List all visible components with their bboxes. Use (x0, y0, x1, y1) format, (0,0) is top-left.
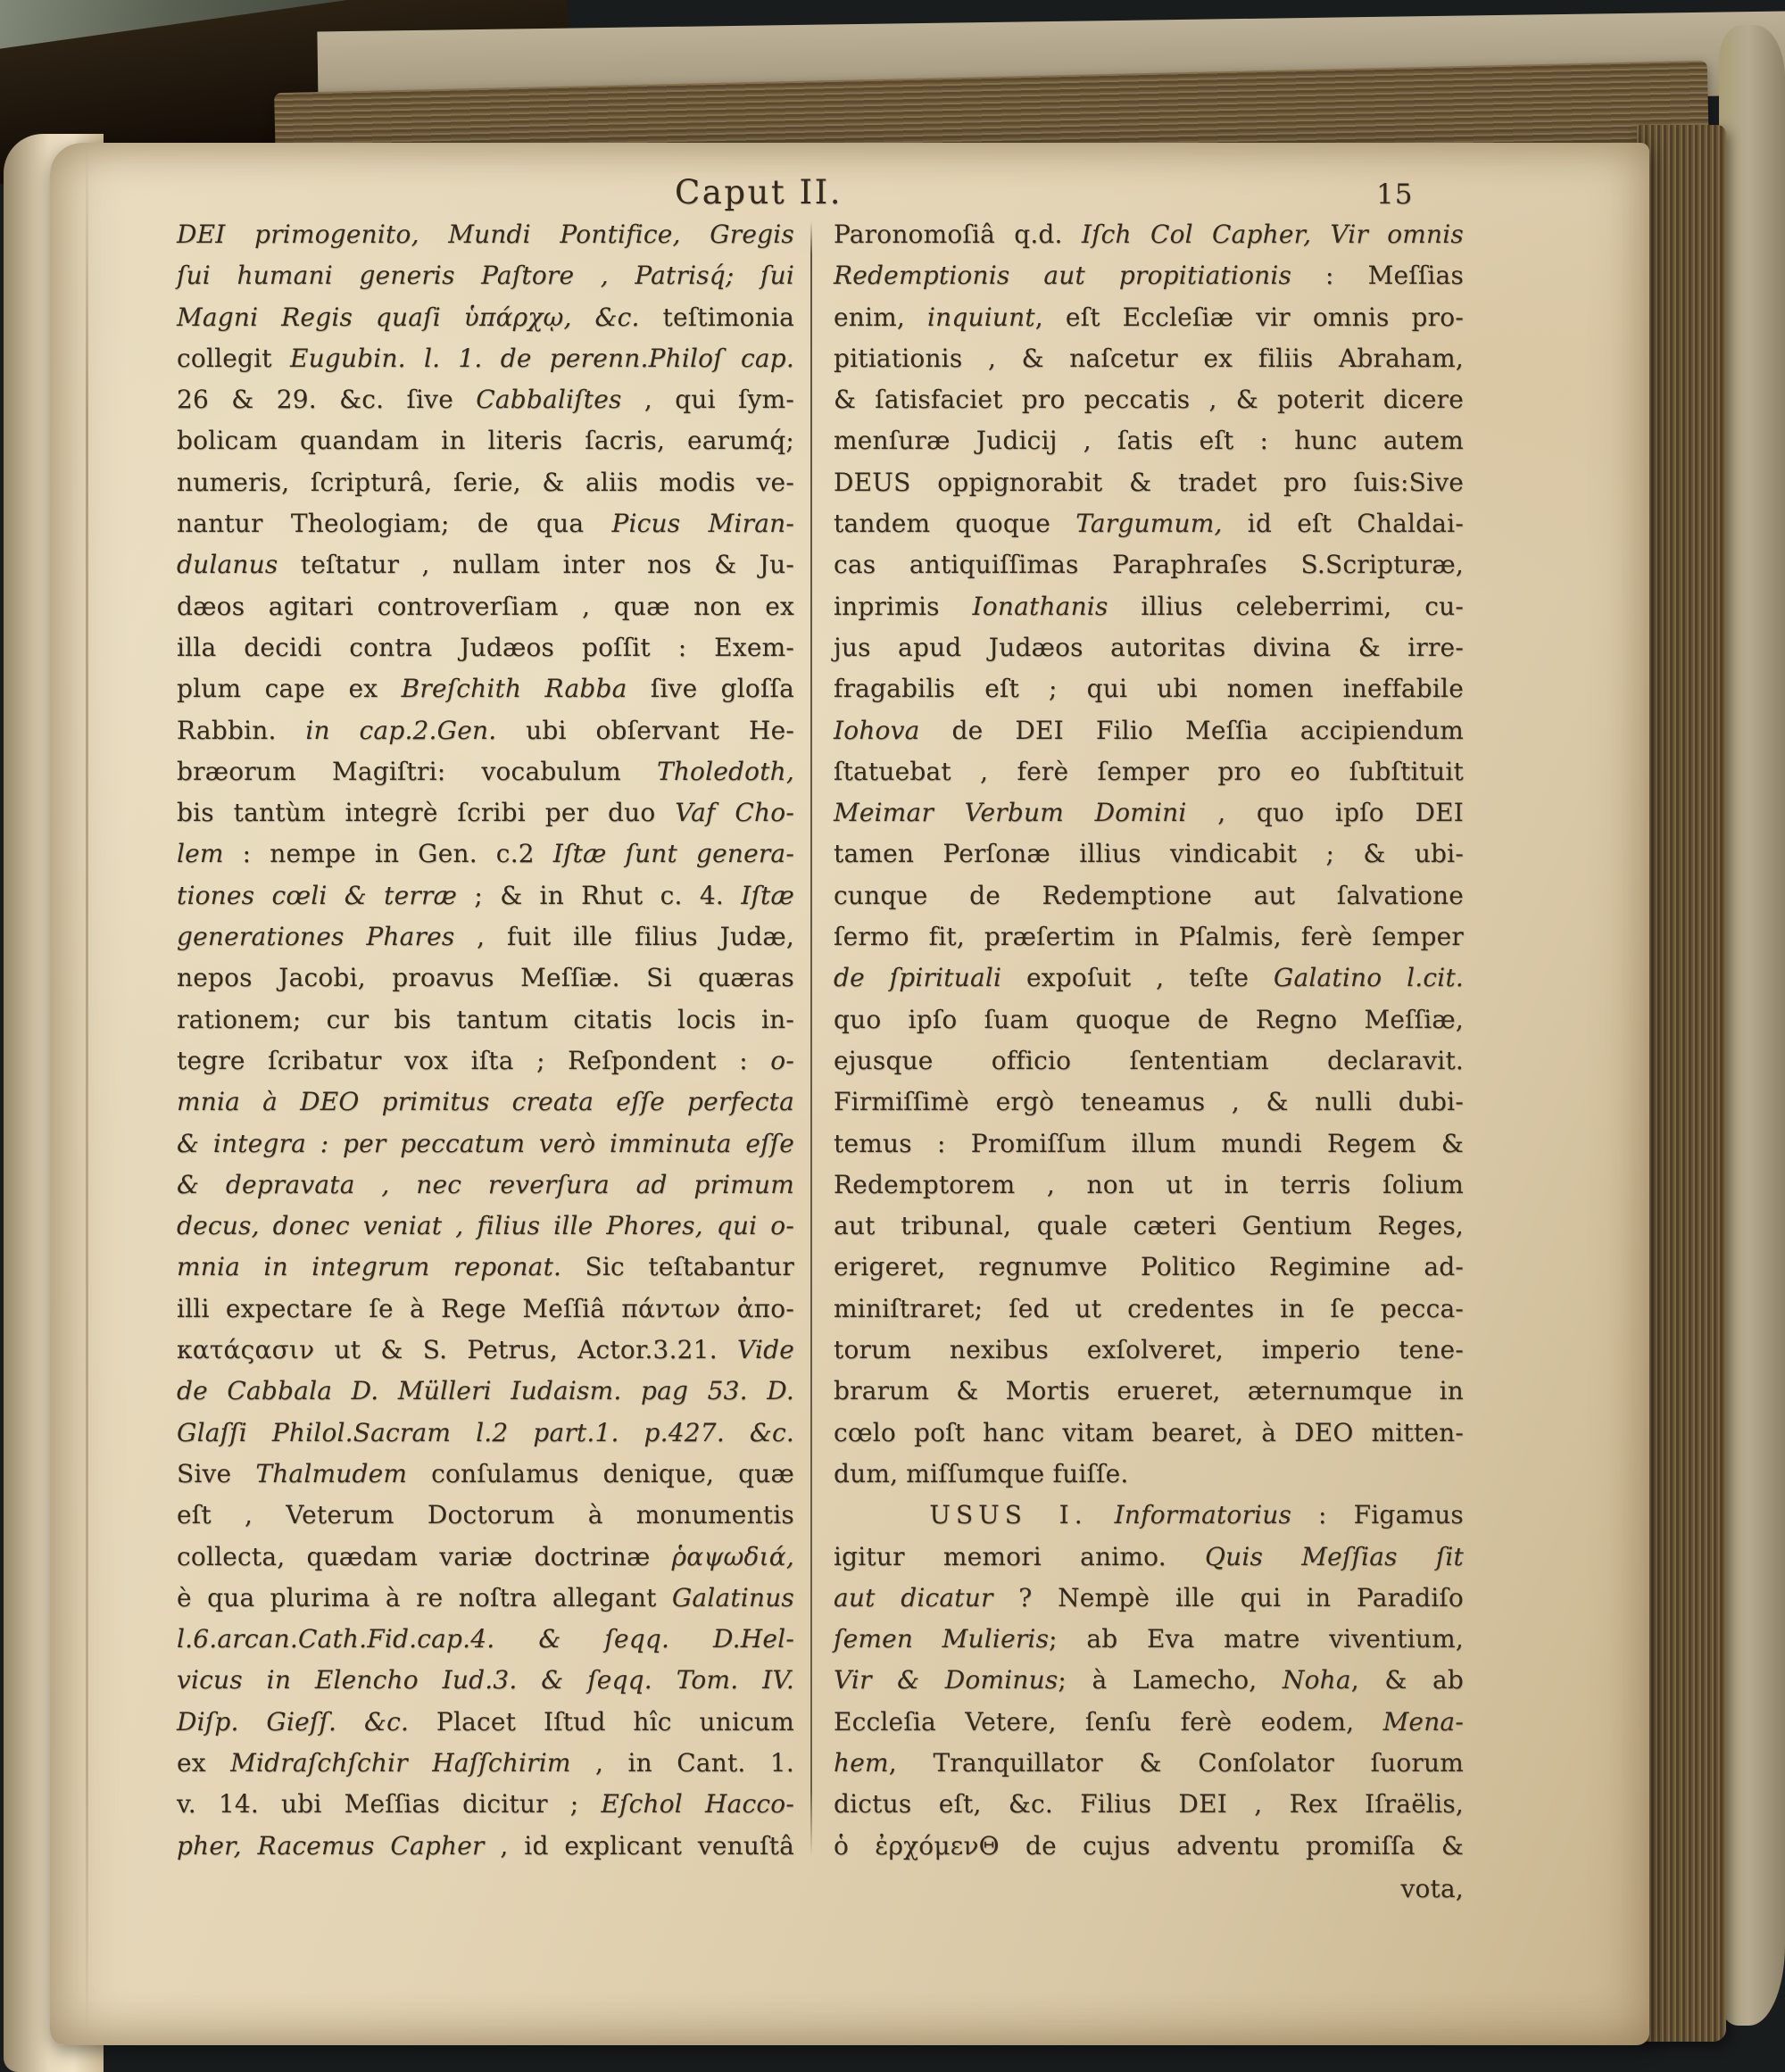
text-segment: ejusque officio ſententiam declaravit. (834, 1045, 1464, 1075)
text-line (177, 957, 794, 999)
text-segment: & integra : per peccatum verò imminuta eſſe (177, 1128, 794, 1158)
text-segment: Eccleſia Vetere, ſenſu ferè eodem, (834, 1706, 1383, 1736)
text-line (177, 999, 794, 1040)
text-segment: Paronomoſiâ q.d. (834, 220, 1082, 249)
text-segment: dum, miſſumque fuiſſe. (834, 1458, 1129, 1488)
text-segment: : nempe in Gen. c.2 (223, 839, 553, 869)
text-segment: ſermo fit, præſertim in Pſalmis, ferè ſemper (834, 922, 1464, 952)
text-line (177, 1619, 794, 1660)
text-segment: vicus in Elencho Iud.3. & ſeqq. Tom. IV. (177, 1665, 794, 1695)
text-segment: nepos Jacobi, proavus Meſſiæ. Si quæras (177, 963, 794, 993)
text-line (177, 668, 794, 709)
text-line (834, 916, 1464, 957)
text-segment: , qui ſym- (621, 385, 794, 415)
text-line (834, 1702, 1464, 1743)
text-segment: Firmiſſimè ergò teneamus , & nulli dubi- (834, 1087, 1464, 1117)
text-line (834, 710, 1464, 751)
text-segment: aut tribunal, quale cæteri Gentium Reges, (834, 1211, 1464, 1241)
text-segment: & ſatisfaciet pro peccatis , & poterit dicere (834, 385, 1464, 415)
text-line (177, 1537, 794, 1578)
text-line (177, 1784, 794, 1825)
text-segment: Rabbin. (177, 715, 306, 745)
text-segment: , fuit ille filius Judæ, (454, 922, 794, 952)
text-line (834, 1743, 1464, 1784)
text-segment: ? Nempè ille qui in Paradiſo (992, 1582, 1464, 1612)
text-segment: pher, Racemus Capher (177, 1830, 485, 1861)
text-line (177, 916, 794, 957)
text-segment: Placet Iſtud hîc unicum (409, 1706, 795, 1736)
text-segment: Iohova (834, 715, 920, 745)
text-segment: & depravata , nec reverſura ad primum (177, 1169, 794, 1199)
text-segment: igitur memori animo. (834, 1541, 1205, 1571)
text-line (177, 255, 794, 296)
text-line (177, 214, 794, 255)
text-segment: fragabilis eſt ; qui ubi nomen ineffabile (834, 674, 1464, 704)
text-line (177, 1371, 794, 1412)
text-segment: Targumum, (1075, 509, 1223, 539)
text-segment: ſtatuebat , ferè ſemper pro eo ſubſtituit (834, 756, 1464, 786)
text-line (177, 1413, 794, 1454)
text-line (834, 1413, 1464, 1454)
text-segment: generationes Phares (177, 922, 455, 952)
text-segment: Sic teſtabantur (561, 1252, 794, 1282)
text-segment: miniſtraret; ſed ut credentes in ſe pecca- (834, 1293, 1464, 1323)
text-segment: rationem; cur bis tantum citatis locis in- (177, 1004, 794, 1034)
text-segment: Breſchith Rabba (401, 674, 627, 704)
text-line (834, 792, 1464, 833)
text-segment: Glaſſi Philol.Sacram l.2 part.1. p.427. &c. (177, 1417, 794, 1447)
text-segment: eſt , Veterum Doctorum à monumentis (177, 1500, 794, 1530)
text-segment: bis tantùm integrè ſcribi per duo (177, 798, 676, 828)
text-segment: Tholedoth, (656, 756, 794, 786)
text-segment: dictus eſt, &c. Filius DEI , Rex Iſraëlis, (834, 1789, 1464, 1819)
text-segment: de ſpirituali (834, 963, 1002, 993)
text-line (834, 214, 1464, 255)
column-divider-rule (810, 221, 812, 1856)
text-line (834, 668, 1464, 709)
text-segment: pitiationis , & naſcetur ex filiis Abraham, (834, 343, 1464, 373)
text-segment: Galatinus (671, 1582, 794, 1612)
text-line (177, 1702, 794, 1743)
text-segment: mnia in integrum reponat. (177, 1252, 562, 1282)
text-segment: è qua plurima à re noſtra allegant (177, 1582, 672, 1612)
text-segment: dæos agitari controverſiam , quæ non ex (177, 591, 794, 621)
text-line (177, 627, 794, 668)
text-segment: bræorum Magiſtri: vocabulum (177, 756, 657, 786)
text-line (177, 1164, 794, 1206)
text-line (177, 1826, 794, 1867)
text-segment: tegre ſcribatur vox iſta ; Reſpondent : (177, 1045, 771, 1075)
text-segment: Redemptionis aut propitiationis (834, 261, 1292, 291)
text-segment: Diſp. Gieſſ. &c. (177, 1706, 410, 1736)
text-segment: Sive (177, 1458, 256, 1488)
chapter-heading: Caput II. (674, 173, 843, 211)
text-segment: Iſch Col Capher, Vir omnis (1081, 220, 1464, 249)
text-segment: Eugubin. l. 1. de perenn.Philoſ cap. (289, 343, 794, 373)
text-line (834, 255, 1464, 296)
text-line (834, 751, 1464, 792)
text-segment: Thalmudem (255, 1458, 408, 1488)
text-segment: cœlo poſt hanc vitam bearet, à DEO mitten- (834, 1417, 1464, 1447)
text-segment: numeris, ſcripturâ, ſerie, & aliis modis ve- (177, 467, 794, 497)
text-segment: Eſchol Hacco- (601, 1789, 794, 1819)
text-segment: ubi obſervant He- (496, 715, 795, 745)
text-segment: v. 14. ubi Meſſias dicitur ; (177, 1789, 602, 1819)
text-segment: dulanus (177, 550, 278, 580)
text-line (177, 1289, 794, 1330)
text-line (177, 1247, 794, 1288)
text-segment: temus : Promiſſum illum mundi Regem & (834, 1128, 1464, 1158)
text-line (177, 1578, 794, 1619)
text-segment: de DEI Filio Meſſia accipiendum (919, 715, 1464, 745)
text-segment: , in Cant. 1. (570, 1747, 794, 1778)
text-segment: , & ab (1350, 1665, 1464, 1695)
text-segment: expoſuit , teſte (1001, 963, 1274, 993)
text-segment: Meimar Verbum Domini (834, 798, 1187, 828)
text-line (834, 957, 1464, 999)
text-line (834, 1454, 1464, 1495)
text-line (177, 586, 794, 627)
text-segment: cas antiquiſſimas Paraphraſes S.Scripturæ, (834, 550, 1464, 580)
text-line (834, 1289, 1464, 1330)
text-line (834, 1082, 1464, 1123)
text-line (834, 1330, 1464, 1371)
text-line (834, 338, 1464, 379)
text-segment: plum cape ex (177, 674, 402, 704)
text-line (177, 1123, 794, 1164)
text-line (177, 1743, 794, 1784)
text-segment: , id explicant venuſtâ (484, 1830, 794, 1861)
text-line (834, 1660, 1464, 1701)
text-segment: inprimis (834, 591, 973, 621)
text-segment: torum nexibus exſolveret, imperio tene- (834, 1335, 1464, 1365)
text-segment: Informatorius (1114, 1500, 1292, 1530)
text-segment: menſuræ Judicij , ſatis eſt : hunc autem (834, 426, 1464, 456)
text-segment: Ionathanis (972, 591, 1108, 621)
text-line (834, 379, 1464, 420)
text-segment: illi expectare ſe à Rege Meſſiâ πάντων ἀπο- (177, 1293, 794, 1323)
text-segment: Vide (737, 1335, 794, 1365)
book-page (50, 143, 1649, 2045)
text-line (834, 1247, 1464, 1288)
text-line (834, 1826, 1464, 1867)
text-segment: Picus Miran- (611, 509, 794, 539)
text-line (834, 544, 1464, 585)
text-segment: : Figamus (1291, 1500, 1464, 1530)
text-segment: Noha (1282, 1665, 1351, 1695)
text-line (834, 1537, 1464, 1578)
text-column-right (834, 214, 1464, 1910)
text-line (834, 1206, 1464, 1247)
text-segment: hem (834, 1747, 889, 1778)
text-segment: de Cabbala D. Mülleri Iudaism. pag 53. D. (177, 1376, 794, 1406)
text-segment: illa decidi contra Judæos poſſit : Exem- (177, 632, 794, 662)
text-segment: o- (770, 1045, 794, 1075)
text-line (177, 792, 794, 833)
text-segment: l.6.arcan.Cath.Fid.cap.4. & ſeqq. D.Hel- (177, 1624, 794, 1654)
text-segment: USUS I. (834, 1500, 1088, 1530)
text-line (177, 751, 794, 792)
text-line (177, 338, 794, 379)
text-segment: tiones cœli & terræ (177, 880, 458, 910)
text-segment: , quo ipſo DEI (1186, 798, 1464, 828)
text-segment: : Meſſias (1291, 261, 1465, 291)
text-line (177, 1206, 794, 1247)
text-segment: aut dicatur (834, 1582, 993, 1612)
text-line (834, 875, 1464, 916)
text-segment: ῥαψωδιά, (671, 1541, 794, 1571)
text-segment: ſemen Mulieris (834, 1624, 1050, 1654)
text-segment: Quis Meſſias ſit (1204, 1541, 1464, 1571)
parchment-cover-right (1719, 25, 1785, 2026)
text-segment: tamen Perſonæ illius vindicabit ; & ubi- (834, 839, 1464, 869)
text-segment: lem (177, 839, 224, 869)
text-segment: ex (177, 1747, 231, 1778)
text-segment: Iſtæ ſunt genera- (552, 839, 794, 869)
text-segment: collecta, quædam variæ doctrinæ (177, 1541, 672, 1571)
text-segment: Cabbaliſtes (476, 385, 622, 415)
text-line (834, 1619, 1464, 1660)
page-block-fore-edge (1637, 125, 1726, 2042)
text-line (834, 1123, 1464, 1164)
text-line (177, 875, 794, 916)
text-segment: quo ipſo ſuam quoque de Regno Meſſiæ, (834, 1004, 1464, 1034)
text-line (834, 586, 1464, 627)
text-segment: mnia à DEO primitus creata eſſe perfecta (177, 1087, 794, 1117)
text-segment: teſtimonia (639, 302, 794, 332)
text-line (177, 710, 794, 751)
text-segment: inquiunt (926, 302, 1035, 332)
text-line (177, 297, 794, 338)
text-segment: , Tranquillator & Conſolator ſuorum (888, 1747, 1464, 1778)
text-segment: ; & in Rhut c. 4. (457, 880, 742, 910)
text-segment: tandem quoque (834, 509, 1076, 539)
text-segment: id eſt Chaldai- (1222, 509, 1464, 539)
text-segment: Magni Regis quaſi ὑπάρχῳ, &c. (177, 302, 640, 332)
gutter-crease-line (86, 143, 88, 2045)
text-segment: in cap.2.Gen. (305, 715, 497, 745)
text-segment: , eſt Eccleſiæ vir omnis pro- (1034, 302, 1464, 332)
text-segment: Mena- (1382, 1706, 1464, 1736)
text-segment: κατάςασιν ut & S. Petrus, Actor.3.21. (177, 1335, 738, 1365)
page-number: 15 (1376, 178, 1414, 211)
text-line (834, 833, 1464, 874)
text-segment: illius celeberrimi, cu- (1108, 591, 1464, 621)
text-line (834, 1164, 1464, 1206)
text-segment: decus, donec veniat , filius ille Phores, qui o- (177, 1211, 794, 1241)
text-line (834, 420, 1464, 461)
text-line (834, 999, 1464, 1040)
text-line (177, 503, 794, 544)
text-line (177, 420, 794, 461)
text-line (177, 833, 794, 874)
text-segment (1088, 1500, 1115, 1529)
text-segment: cunque de Redemptione aut ſalvatione (834, 880, 1464, 910)
text-segment: Iſtæ (741, 880, 794, 910)
text-segment: bolicam quandam in literis ſacris, earumq́; (177, 426, 794, 456)
text-line (834, 503, 1464, 544)
text-line (177, 462, 794, 503)
text-line (834, 1495, 1464, 1536)
text-line (177, 1040, 794, 1082)
text-segment: DEUS oppignorabit & tradet pro ſuis:Sive (834, 467, 1464, 497)
text-line (177, 1454, 794, 1495)
text-segment: ὁ ἐρχόμενΘ de cujus adventu promiſſa & (834, 1830, 1464, 1861)
text-segment: jus apud Judæos autoritas divina & irre- (834, 632, 1464, 662)
text-line (177, 1330, 794, 1371)
text-segment: nantur Theologiam; de qua (177, 509, 612, 539)
text-column-left (177, 214, 794, 1867)
text-segment: Redemptorem , non ut in terris ſolium (834, 1169, 1464, 1199)
text-line (834, 1784, 1464, 1825)
text-line (177, 1495, 794, 1536)
text-segment: Midraſchſchir Haſſchirim (230, 1747, 571, 1778)
text-segment: brarum & Mortis erueret, æternumque in (834, 1376, 1464, 1406)
text-line (834, 297, 1464, 338)
text-line (177, 379, 794, 420)
text-segment: ; à Lamecho, (1058, 1665, 1283, 1695)
text-line (177, 1660, 794, 1701)
text-segment: ſive gloſſa (627, 674, 794, 704)
catchword: vota, (1400, 1873, 1464, 1903)
text-segment: Vaf Cho- (675, 798, 794, 828)
text-line (834, 627, 1464, 668)
text-segment: Vir & Dominus (834, 1665, 1059, 1695)
text-line (834, 1578, 1464, 1619)
text-segment: DEI primogenito, Mundi Pontifice, Gregis (177, 220, 794, 249)
text-segment: conſulamus denique, quæ (407, 1458, 794, 1488)
text-line (834, 1040, 1464, 1082)
text-line (177, 544, 794, 585)
text-segment: ſui humani generis Paſtore , Patrisq́; ſui (177, 261, 794, 291)
text-segment: Galatino l.cit. (1273, 963, 1464, 993)
text-line (834, 1371, 1464, 1412)
text-segment: erigeret, regnumve Politico Regimine ad- (834, 1252, 1464, 1282)
text-segment: enim, (834, 302, 927, 332)
text-segment: 26 & 29. &c. ſive (177, 385, 477, 415)
text-line (177, 1082, 794, 1123)
text-line (834, 462, 1464, 503)
text-segment: collegit (177, 343, 290, 373)
text-segment: ; ab Eva matre viventium, (1049, 1624, 1464, 1654)
text-segment: teſtatur , nullam inter nos & Ju- (278, 550, 794, 580)
